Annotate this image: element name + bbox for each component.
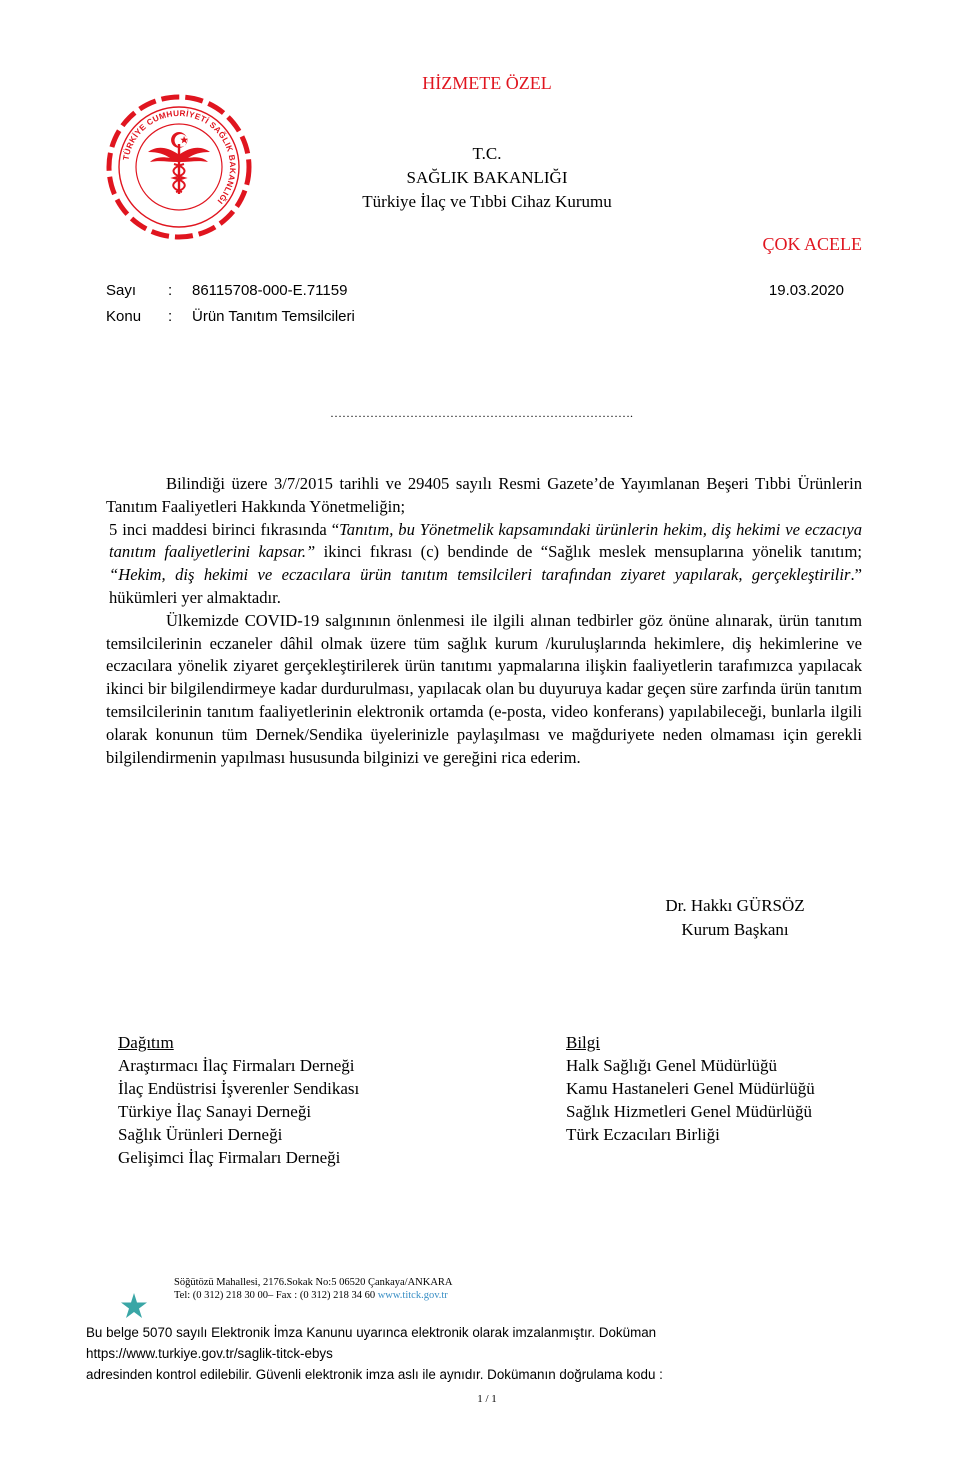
list-item: İlaç Endüstrisi İşverenler Sendikası <box>118 1079 360 1098</box>
sayi-label: Sayı <box>106 282 137 299</box>
letter-body <box>106 473 862 769</box>
subject-row <box>106 308 866 332</box>
info-list <box>566 1031 815 1146</box>
distribution-list <box>118 1031 359 1169</box>
body-p2-quote-2: “Hekim, diş hekimi ve eczacılara ürün tanıtım temsilcileri tarafından ziyaret yapılarak, gerçekleştirilir <box>109 565 851 585</box>
classification-label: HİZMETE ÖZEL <box>422 73 552 93</box>
body-paragraph-1: Bilindiği üzere 3/7/2015 tarihli ve 29405 sayılı Resmi Gazete’de Yayımlanan Beşeri Tıbbi Ürünlerin Tanıtım Faaliyetleri Hakkında Yönetmeliğin; <box>106 474 862 516</box>
footer-phone: Tel: (0 312) 218 30 00– Fax : (0 312) 218 34 60 <box>174 1290 376 1301</box>
list-item: Türk Eczacıları Birliği <box>566 1125 720 1144</box>
list-item: Kamu Hastaneleri Genel Müdürlüğü <box>566 1079 815 1098</box>
website-link[interactable]: www.titck.gov.tr <box>377 1290 448 1301</box>
urgency-label: ÇOK ACELE <box>762 234 862 254</box>
reference-number: 86115708-000-E.71159 <box>192 282 348 299</box>
footer-address-line: Söğütözü Mahallesi, 2176.Sokak No:5 06520 Çankaya/ANKARA <box>174 1277 453 1288</box>
footer-contact <box>174 1276 453 1302</box>
e-signature-notice <box>86 1322 886 1385</box>
verification-url[interactable]: https://www.turkiye.gov.tr/saglik-titck-ebys <box>86 1346 333 1361</box>
list-item: Halk Sağlığı Genel Müdürlüğü <box>566 1056 778 1075</box>
teal-star-icon <box>120 1292 148 1320</box>
list-item: Sağlık Ürünleri Derneği <box>118 1125 283 1144</box>
signature-block <box>650 894 820 942</box>
body-p2-quote-1: Tanıtım, bu Yönetmelik kapsamındaki ürünlerin hekim, diş hekimi ve eczacıya tanıtım faaliyetlerini kapsar.” <box>109 519 862 562</box>
body-p2-a: 5 inci maddesi birinci fıkrasında “ <box>109 519 340 539</box>
body-paragraph-3: Ülkemizde COVID-19 salgınının önlenmesi ile ilgili alınan tedbirler göz önüne alınarak, ürün tanıtım temsilcilerinin eczaneler dâhil olmak üzere tüm sağlık kurum /kuruluşlarında hekimlere, diş hekimlerine ve eczacılara yönelik ziyaret gerçekleştirilerek ürün tanıtımı yapmalarına ilişkin faaliyetlerin tarafımızca yapılacak ikinci bir bilgilendirmeye kadar durdurulması, yapılacak olan bu duyuruya kadar geçen süre zarfında ürün tanıtım temsilcilerinin tanıtım faaliyetlerinin elektronik ortamda (e-posta, video konferans) yapılabileceği, bunlarla ilgili olarak konunun tüm Dernek/Sendika üyelerinizle paylaşılması ve mağduriyete neden olmaması için gerekli bilgilendirmenin yapılması hususunda bilginizi ve gereğini rica ederim. <box>106 610 862 767</box>
page-number: 1 / 1 <box>477 1393 497 1405</box>
esign-line-3: adresinden kontrol edilebilir. Güvenli elektronik imza aslı ile aynıdır. Dokümanın doğrulama kodu : <box>86 1367 663 1382</box>
header-ministry: SAĞLIK BAKANLIĞI <box>406 168 568 187</box>
list-item: Gelişimci İlaç Firmaları Derneği <box>118 1148 341 1167</box>
list-item: Sağlık Hizmetleri Genel Müdürlüğü <box>566 1102 812 1121</box>
document-date: 19.03.2020 <box>768 282 844 299</box>
signer-name: Dr. Hakkı GÜRSÖZ <box>665 896 805 915</box>
list-item: Araştırmacı İlaç Firmaları Derneği <box>118 1056 355 1075</box>
info-heading: Bilgi <box>566 1033 601 1052</box>
esign-line-1: Bu belge 5070 sayılı Elektronik İmza Kanunu uyarınca elektronik olarak imzalanmıştır. Doküman <box>86 1325 657 1340</box>
list-item: Türkiye İlaç Sanayi Derneği <box>118 1102 312 1121</box>
sayi-colon: : <box>168 282 173 299</box>
letterhead <box>0 142 974 214</box>
body-paragraph-2 <box>106 519 862 610</box>
seal-ring-text: TÜRKİYE CUMHURİYETİ SAĞLIK BAKANLIĞI <box>121 108 238 206</box>
konu-label: Konu <box>106 308 142 325</box>
signer-title: Kurum Başkanı <box>681 920 789 939</box>
subject-value: Ürün Tanıtım Temsilcileri <box>192 308 355 325</box>
distribution-heading: Dağıtım <box>118 1033 174 1052</box>
header-tc: T.C. <box>472 144 502 163</box>
body-p2-e: .” hükümleri yer almaktadır. <box>109 565 862 607</box>
header-agency: Türkiye İlaç ve Tıbbi Cihaz Kurumu <box>362 192 612 211</box>
reference-number-row <box>106 282 866 306</box>
footer-phone-line <box>174 1289 453 1302</box>
konu-colon: : <box>168 308 173 325</box>
body-p2-c: ikinci fıkrası (c) bendinde de “Sağlık meslek mensuplarına yönelik tanıtım; <box>315 542 862 562</box>
addressee-placeholder: …………………………………………………………………. <box>330 406 633 420</box>
